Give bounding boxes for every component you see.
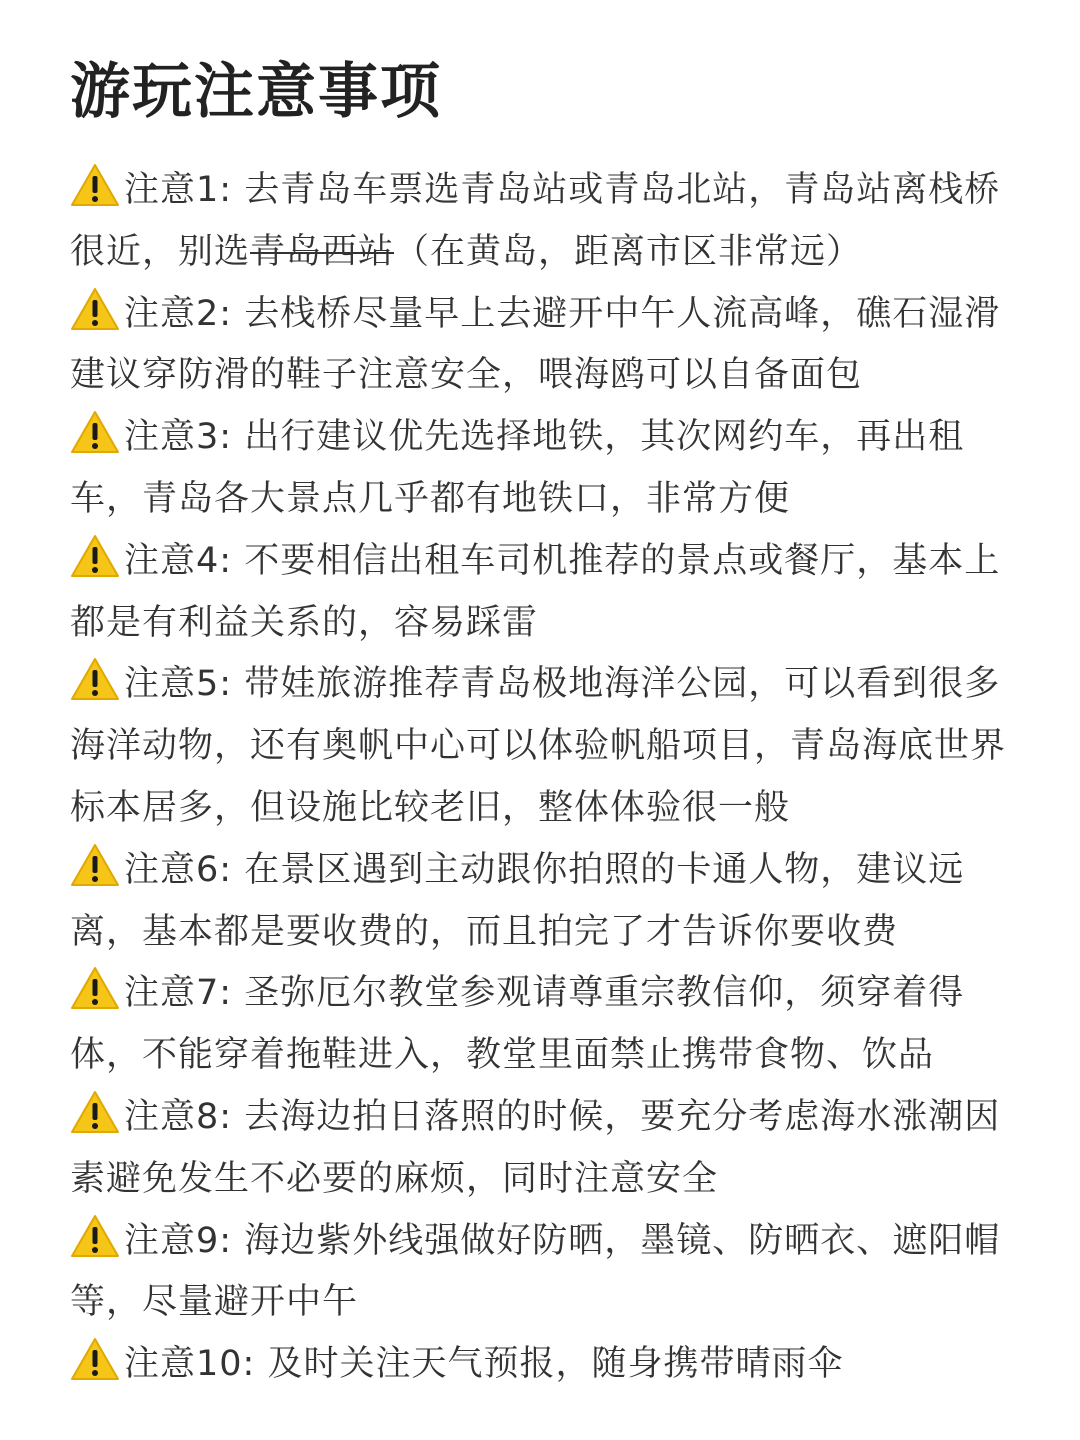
warning-icon (70, 163, 120, 207)
note-item-2 (70, 284, 1010, 408)
warning-icon (70, 410, 120, 454)
note-text: 及时关注天气预报，随身携带晴雨伞 (267, 1344, 844, 1385)
note-label: 注意9: (124, 1220, 245, 1261)
note-text: 在景区遇到主动跟你拍照的卡通人物，建议远离，基本都是要收费的，而且拍完了才告诉你要收费 (70, 849, 965, 952)
note-item-8 (70, 1087, 1010, 1211)
note-label: 注意8: (124, 1096, 245, 1137)
warning-icon (70, 1090, 120, 1134)
note-text: 不要相信出租车司机推荐的景点或餐厅，基本上都是有利益关系的，容易踩雷 (70, 540, 1001, 643)
note-label: 注意10: (124, 1344, 268, 1385)
note-item-3 (70, 407, 1010, 531)
note-label: 注意3: (124, 417, 245, 458)
note-label: 注意4: (124, 540, 245, 581)
note-item-7 (70, 963, 1010, 1087)
note-text: 出行建议优先选择地铁，其次网约车，再出租车，青岛各大景点几乎都有地铁口，非常方便 (70, 417, 965, 519)
note-tail-text: （在黄岛，距离市区非常远） (394, 231, 863, 272)
note-label: 注意6: (124, 849, 245, 890)
note-label: 注意2: (124, 293, 245, 334)
page-title: 游玩注意事项 (70, 57, 442, 127)
note-text: 带娃旅游推荐青岛极地海洋公园，可以看到很多海洋动物，还有奥帆中心可以体验帆船项目，青岛海底世界标本居多，但设施比较老旧，整体体验很一般 (70, 664, 1007, 828)
warning-icon (70, 1214, 120, 1258)
note-item-10 (70, 1334, 1010, 1396)
note-label: 注意7: (124, 973, 245, 1014)
note-label: 注意5: (124, 664, 245, 705)
note-text: 去青岛车票选青岛站或青岛北站，青岛站离栈桥很近，别选 (70, 170, 1001, 272)
note-label: 注意1: (124, 170, 245, 210)
notes-list (70, 160, 1010, 1396)
warning-icon (70, 843, 120, 887)
note-text: 海边紫外线强做好防晒，墨镜、防晒衣、遮阳帽等，尽量避开中午 (70, 1220, 1001, 1323)
note-struck-text: 青岛西站 (250, 231, 395, 272)
note-item-1 (70, 160, 1010, 284)
warning-icon (70, 287, 120, 331)
warning-icon (70, 966, 120, 1010)
note-text: 去栈桥尽量早上去避开中午人流高峰，礁石湿滑建议穿防滑的鞋子注意安全，喂海鸥可以自备面包 (70, 293, 1001, 396)
note-item-4 (70, 531, 1010, 655)
note-item-5 (70, 654, 1010, 839)
note-item-9 (70, 1211, 1010, 1335)
note-item-6 (70, 840, 1010, 964)
note-text: 圣弥厄尔教堂参观请尊重宗教信仰，须穿着得体，不能穿着拖鞋进入，教堂里面禁止携带食物、饮品 (70, 973, 965, 1076)
note-text: 去海边拍日落照的时候，要充分考虑海水涨潮因素避免发生不必要的麻烦，同时注意安全 (70, 1096, 1001, 1199)
warning-icon (70, 534, 120, 578)
warning-icon (70, 1337, 120, 1381)
warning-icon (70, 657, 120, 701)
